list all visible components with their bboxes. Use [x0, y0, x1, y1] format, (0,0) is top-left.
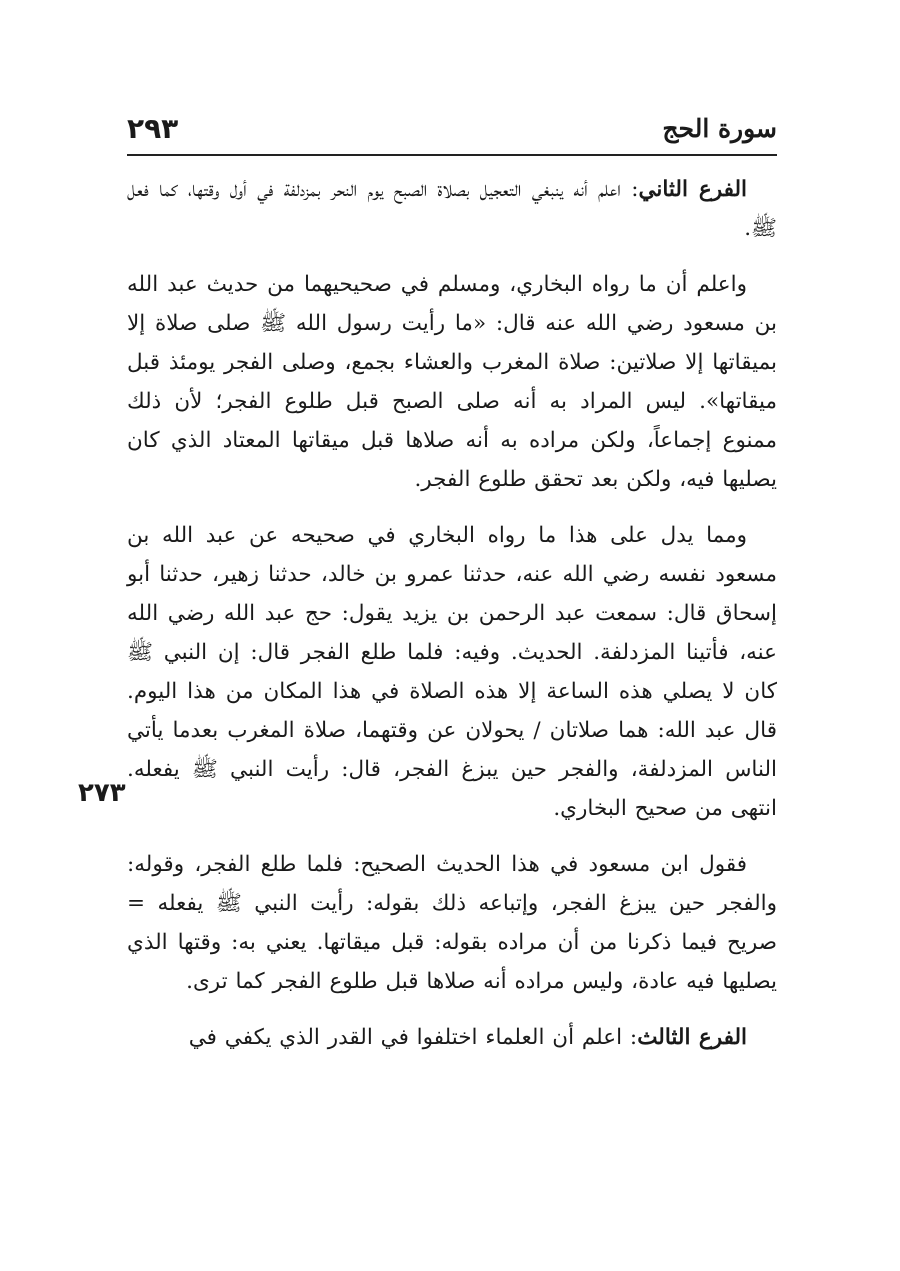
paragraph-evidence [127, 516, 777, 828]
page-number: ٢٩٣ [127, 112, 179, 145]
paragraph-text: ومما يدل على هذا ما رواه البخاري في صحيحه عن عبد الله بن مسعود نفسه رضي الله عنه، حدثنا عمرو بن خالد، حدثنا زهير، حدثنا أبو إسحاق قال: سمعت عبد الرحمن بن يزيد يقول: حج عبد الله رضي الله عنه، فأتينا المزدلفة. الحديث. وفيه: فلما طلع الفجر قال: إن النبي ﷺ كان لا يصلي هذه الساعة إلا هذه الصلاة في هذا المكان من هذا اليوم. قال عبد الله: هما صلاتان / يحولان عن وقتهما، صلاة المغرب بعدما يأتي الناس المزدلفة، والفجر حين يبزغ الفجر، قال: رأيت النبي ﷺ يفعله. انتهى من صحيح البخاري. [127, 523, 777, 821]
running-header [127, 112, 777, 156]
paragraph-bukhari-muslim [127, 265, 777, 499]
paragraph-second-branch [127, 170, 777, 248]
paragraph-ibn-masud [127, 845, 777, 1001]
paragraph-third-branch [127, 1018, 777, 1057]
page-body [127, 170, 777, 1074]
paragraph-text: واعلم أن ما رواه البخاري، ومسلم في صحيحيهما من حديث عبد الله بن مسعود رضي الله عنه قال: «ما رأيت رسول الله ﷺ صلى صلاة إلا بميقاتها إلا صلاتين: صلاة المغرب والعشاء بجمع، وصلى الفجر يومئذ قبل ميقاتها». ليس المراد به أنه صلى الصبح قبل طلوع الفجر؛ لأن ذلك ممنوع إجماعاً، ولكن مراده به أنه صلاها قبل ميقاتها المعتاد الذي كان يصليها فيه، ولكن بعد تحقق طلوع الفجر. [127, 272, 777, 492]
section-label: الفرع الثاني [638, 177, 747, 202]
surah-title: سورة الحج [662, 114, 777, 143]
margin-page-marker: ٢٧٣ [78, 778, 126, 808]
paragraph-text: فقول ابن مسعود في هذا الحديث الصحيح: فلما طلع الفجر، وقوله: والفجر حين يبزغ الفجر، وإتباعه ذلك بقوله: رأيت النبي ﷺ يفعله = صريح فيما ذكرنا من أن مراده بقوله: قبل ميقاتها. يعني به: وقتها الذي يصليها فيه عادة، وليس مراده أنه صلاها قبل طلوع الفجر كما ترى. [127, 852, 777, 994]
section-label: الفرع الثالث [637, 1025, 747, 1050]
paragraph-text: : اعلم أنه ينبغي التعجيل بصلاة الصبح يوم النحر بمزدلفة في أول وقتها، كما فعل ﷺ. [127, 177, 777, 241]
paragraph-text: : اعلم أن العلماء اختلفوا في القدر الذي يكفي في [188, 1025, 638, 1050]
